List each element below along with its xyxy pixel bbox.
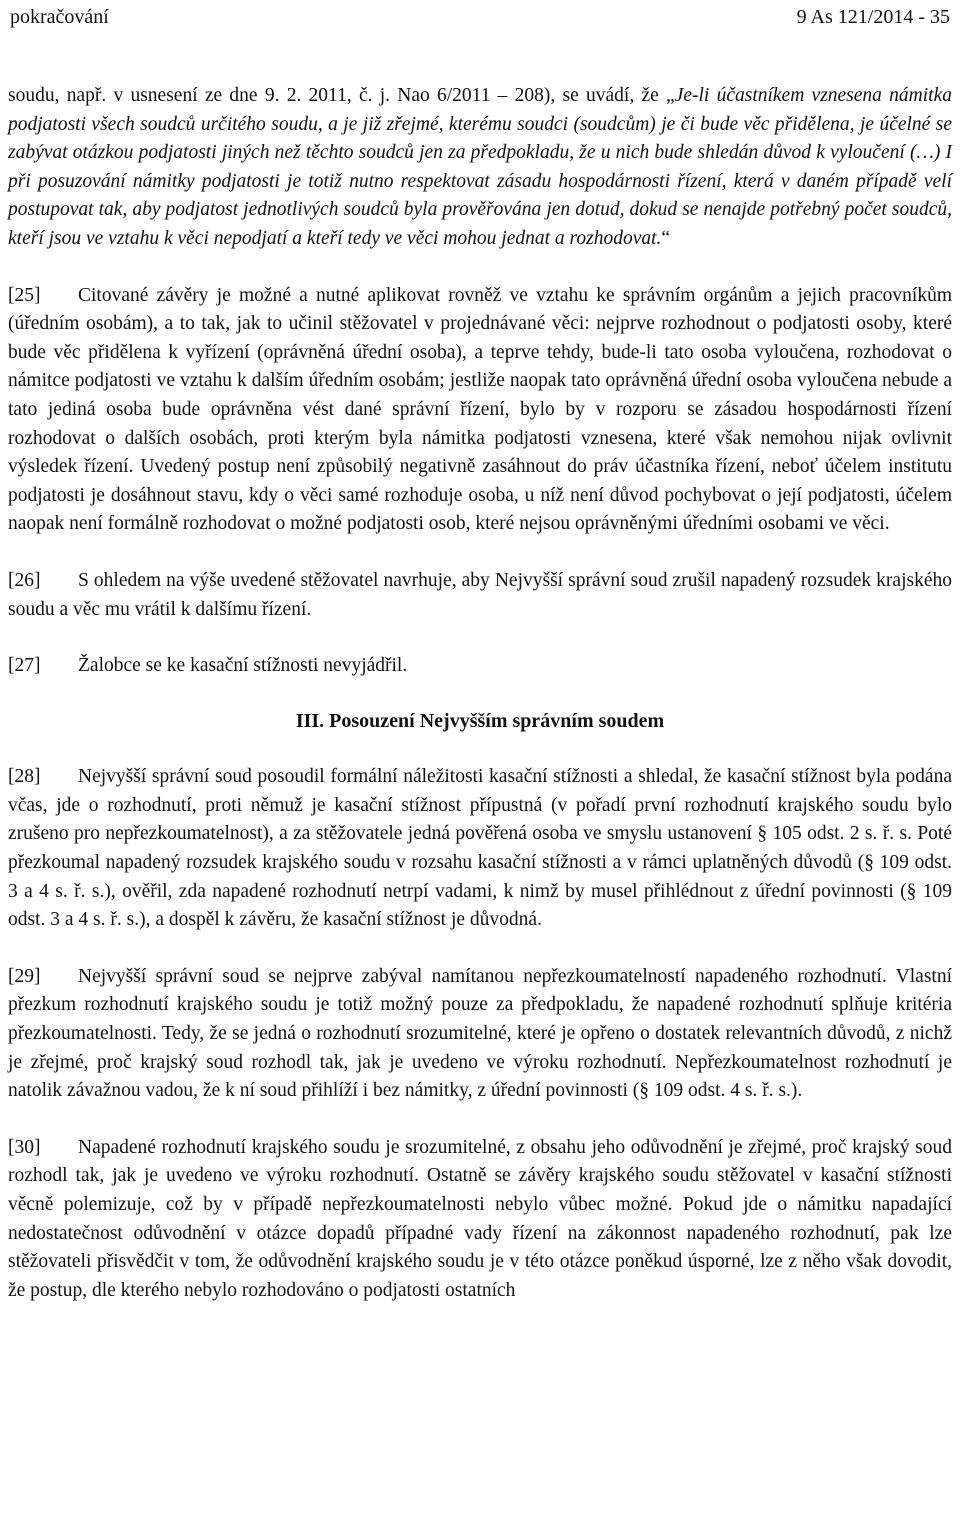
paragraph-25 bbox=[8, 282, 952, 539]
paragraph-27 bbox=[8, 652, 952, 681]
paragraph-number: [25] bbox=[8, 284, 41, 306]
quote-paragraph bbox=[8, 82, 952, 254]
section-heading: III. Posouzení Nejvyšším správním soudem bbox=[295, 709, 665, 732]
paragraph-30 bbox=[8, 1134, 952, 1306]
paragraph-number: [27] bbox=[8, 655, 41, 677]
paragraph-text: Nejvyšší správní soud posoudil formální náležitosti kasační stížnosti a shledal, že kasační stížnost byla podána včas, jde o rozhodnutí, proti němuž je kasační stížnost přípustná (v pořadí první rozhodnutí krajského soudu bylo zrušeno pro nepřezkoumatelnost), a za stěžovatele jedná pověřená osoba ve smyslu ustanovení § 105 odst. 2 s. ř. s. Poté přezkoumal napadený rozsudek krajského soudu v rozsahu kasační stížnosti a v rámci uplatněných důvodů (§ 109 odst. 3 a 4 s. ř. s.), ověřil, zda napadené rozhodnutí netrpí vadami, k nimž by musel přihlédnout z úřední povinnosti (§ 109 odst. 3 a 4 s. ř. s.), a dospěl k závěru, že kasační stížnost je důvodná. bbox=[8, 766, 952, 931]
paragraph-text: Žalobce se ke kasační stížnosti nevyjádřil. bbox=[78, 655, 408, 677]
header-case-number: 9 As 121/2014 - 35 bbox=[796, 6, 950, 28]
header-continuation-label: pokračování bbox=[10, 6, 109, 28]
quote-italic-text: Je-li účastníkem vznesena námitka podjatosti všech soudců určitého soudu, a je již zřejmé, kterému soudci (soudcům) je či bude věc přidělena, je účelné se zabývat otázkou podjatosti jiných než těchto soudců jen za předpokladu, že u nich bude shledán důvod k vyloučení (…) I při posuzování námitky podjatosti je totiž nutno respektovat zásadu hospodárnosti řízení, která v daném případě velí postupovat tak, aby podjatost jednotlivých soudců byla prověřována jen dotud, dokud se nenajde potřebný počet soudců, kteří jsou ve vztahu k věci nepodjatí a kteří tedy ve věci mohou jednat a rozhodovat. bbox=[8, 85, 952, 249]
paragraph-29 bbox=[8, 963, 952, 1106]
quote-closing-mark: “ bbox=[661, 227, 671, 249]
paragraph-text: Nejvyšší správní soud se nejprve zabýval namítanou nepřezkoumatelností napadeného rozhodnutí. Vlastní přezkum rozhodnutí krajského soudu je totiž možný pouze za předpokladu, že napadené rozhodnutí splňuje kritéria přezkoumatelnosti. Tedy, že se jedná o rozhodnutí srozumitelné, které je opřeno o dostatek relevantních důvodů, z nichž je zřejmé, proč krajský soud rozhodl tak, jak je uvedeno ve výroku rozhodnutí. Nepřezkoumatelnost rozhodnutí je natolik závažnou vadou, že k ní soud přihlíží i bez námitky, z úřední povinnosti (§ 109 odst. 4 s. ř. s.). bbox=[8, 965, 952, 1102]
paragraph-number: [30] bbox=[8, 1136, 41, 1158]
paragraph-26 bbox=[8, 567, 952, 624]
page-header bbox=[10, 2, 950, 32]
paragraph-text: Napadené rozhodnutí krajského soudu je srozumitelné, z obsahu jeho odůvodnění je zřejmé, proč krajský soud rozhodl tak, jak je uvedeno ve výroku rozhodnutí. Ostatně se závěry krajského soudu stěžovatel v kasační stížnosti věcně polemizuje, což by v případě nepřezkoumatelnosti nebylo vůbec možné. Pokud jde o námitku napadající nedostatečnost odůvodnění v otázce dopadů případné vady řízení na zákonnost napadeného rozhodnutí, pak lze stěžovateli přisvědčit v tom, že odůvodnění krajského soudu je v této otázce poněkud úsporné, lze z něho však dovodit, že postup, dle kterého nebylo rozhodováno o podjatosti ostatních bbox=[8, 1136, 952, 1301]
paragraph-28 bbox=[8, 763, 952, 935]
paragraph-number: [26] bbox=[8, 569, 41, 591]
paragraph-text: Citované závěry je možné a nutné aplikovat rovněž ve vztahu ke správním orgánům a jejich pracovníkům (úředním osobám), a to tak, jak to učinil stěžovatel v projednávané věci: nejprve rozhodnout o podjatosti osoby, které bude věc přidělena k vyřízení (oprávněná úřední osoba), a teprve tehdy, bude-li tato osoba vyloučena, rozhodovat o námitce podjatosti ve vztahu k dalším úředním osobám; jestliže naopak tato oprávněná úřední osoba vyloučena nebude a tato jediná osoba bude oprávněna vést dané správní řízení, bylo by v rozporu se zásadou hospodárnosti řízení rozhodovat o dalších osobách, proti kterým byla námitka podjatosti vznesena, které však nemohou nijak ovlivnit výsledek řízení. Uvedený postup není způsobilý negativně zasáhnout do práv účastníka řízení, neboť účelem institutu podjatosti je dosáhnout stavu, kdy o věci samé rozhoduje osoba, u níž není důvod pochybovat o její podjatosti, účelem naopak není formálně rozhodovat o možné podjatosti osob, které nejsou oprávněnými úředními osobami ve věci. bbox=[8, 284, 952, 535]
paragraph-number: [29] bbox=[8, 965, 41, 987]
quote-lead: soudu, např. v usnesení ze dne 9. 2. 2011, č. j. Nao 6/2011 – 208), se uvádí, že „ bbox=[8, 85, 675, 106]
document-body bbox=[8, 82, 952, 1305]
paragraph-number: [28] bbox=[8, 766, 41, 788]
paragraph-text: S ohledem na výše uvedené stěžovatel navrhuje, aby Nejvyšší správní soud zrušil napadený rozsudek krajského soudu a věc mu vrátil k dalšímu řízení. bbox=[8, 569, 952, 620]
